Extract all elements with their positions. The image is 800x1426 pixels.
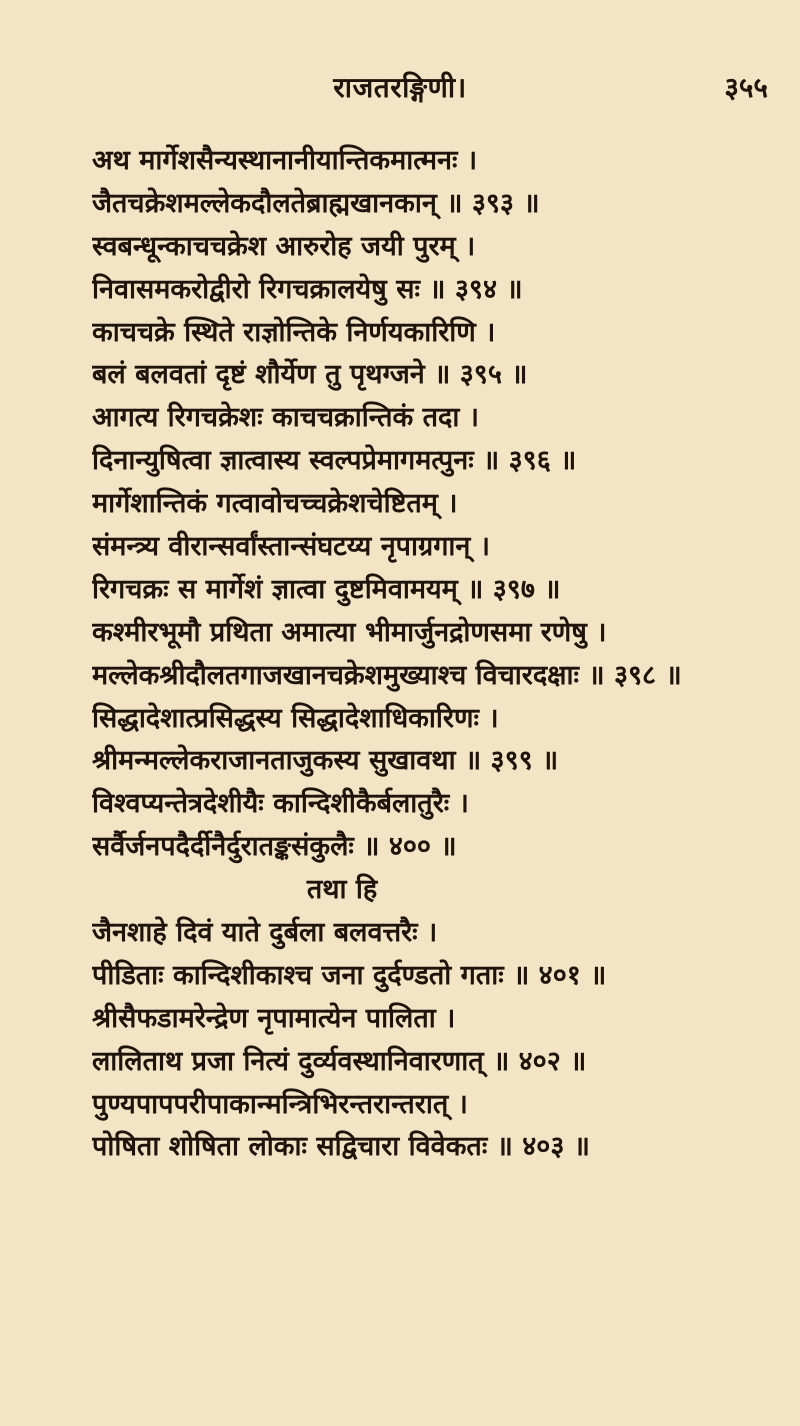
page-header (0, 68, 800, 116)
verse-line: अथ मार्गेशसैन्यस्थानानीयान्तिकमात्मनः । (92, 145, 478, 176)
section-heading: तथा हि (306, 874, 378, 906)
verse-line: संमन्त्र्य वीरान्सर्वांस्तान्संघटय्य नृपाग्रगान् । (92, 531, 491, 563)
verse-line: लालिताथ प्रजा नित्यं दुर्व्यवस्थानिवारणात् ॥ ४०२ ॥ (92, 1045, 587, 1077)
verse-line: स्वबन्धून्काचचक्रेश आरुरोह जयी पुरम् । (92, 230, 476, 262)
verse-line: निवासमकरोद्वीरो रिगचक्रालयेषु सः ॥ ३९४ ॥ (92, 273, 523, 305)
verse-line: मल्लेकश्रीदौलतगाजखानचक्रेशमुख्याश्च विचारदक्षाः ॥ ३९८ ॥ (92, 659, 682, 691)
verse-line: रिगचक्रः स मार्गेशं ज्ञात्वा दुष्टमिवामयम् ॥ ३९७ ॥ (92, 573, 561, 605)
verse-line: मार्गेशान्तिकं गत्वावोचच्चक्रेशचेष्टितम् । (92, 488, 458, 520)
verse-line: जैतचक्रेशमल्लेकदौलतेब्राह्मखानकान् ॥ ३९३ ॥ (92, 187, 540, 219)
page-number: ३५५ (724, 71, 768, 104)
verse-line: कश्मीरभूमौ प्रथिता अमात्या भीमार्जुनद्रोणसमा रणेषु । (92, 616, 607, 648)
verse-line: सर्वैर्जनपदैर्दीनैर्दुरातङ्कसंकुलैः ॥ ४०० ॥ (92, 831, 457, 863)
verse-line: विश्वप्यन्तेत्रदेशीयैः कान्दिशीकैर्बलातुरैः । (92, 788, 469, 820)
verse-line: श्रीसैफडामरेन्द्रेण नृपामात्येन पालिता । (92, 1002, 456, 1034)
verse-line: आगत्य रिगचक्रेशः काचचक्रान्तिकं तदा । (92, 402, 479, 434)
verse-line: श्रीमन्मल्लेकराजानताजुकस्य सुखावथा ॥ ३९९ ॥ (92, 745, 559, 777)
verse-line: बलं बलवतां दृष्टं शौर्येण तु पृथग्जने ॥ ३९५ ॥ (92, 359, 528, 391)
verse-line: दिनान्युषित्वा ज्ञात्वास्य स्वल्पप्रेमागमत्पुनः ॥ ३९६ ॥ (92, 445, 577, 477)
running-title: राजतरङ्गिणी। (333, 71, 467, 104)
verse-block (92, 140, 782, 1169)
verse-line: काचचक्रे स्थिते राज्ञोन्तिके निर्णयकारिणि । (92, 316, 496, 348)
verse-line: पीडिताः कान्दिशीकाश्च जना दुर्दण्डतो गताः ॥ ४०१ ॥ (92, 959, 607, 991)
verse-line: पुण्यपापपरीपाकान्मन्त्रिभिरन्तरान्तरात् । (92, 1088, 468, 1120)
verse-line: पोषिता शोषिता लोकाः सद्विचारा विवेकतः ॥ ४०३ ॥ (92, 1131, 590, 1163)
verse-line: सिद्धादेशात्प्रसिद्धस्य सिद्धादेशाधिकारिणः । (92, 702, 499, 734)
verse-line: जैनशाहे दिवं याते दुर्बला बलवत्तरैः । (92, 917, 438, 949)
